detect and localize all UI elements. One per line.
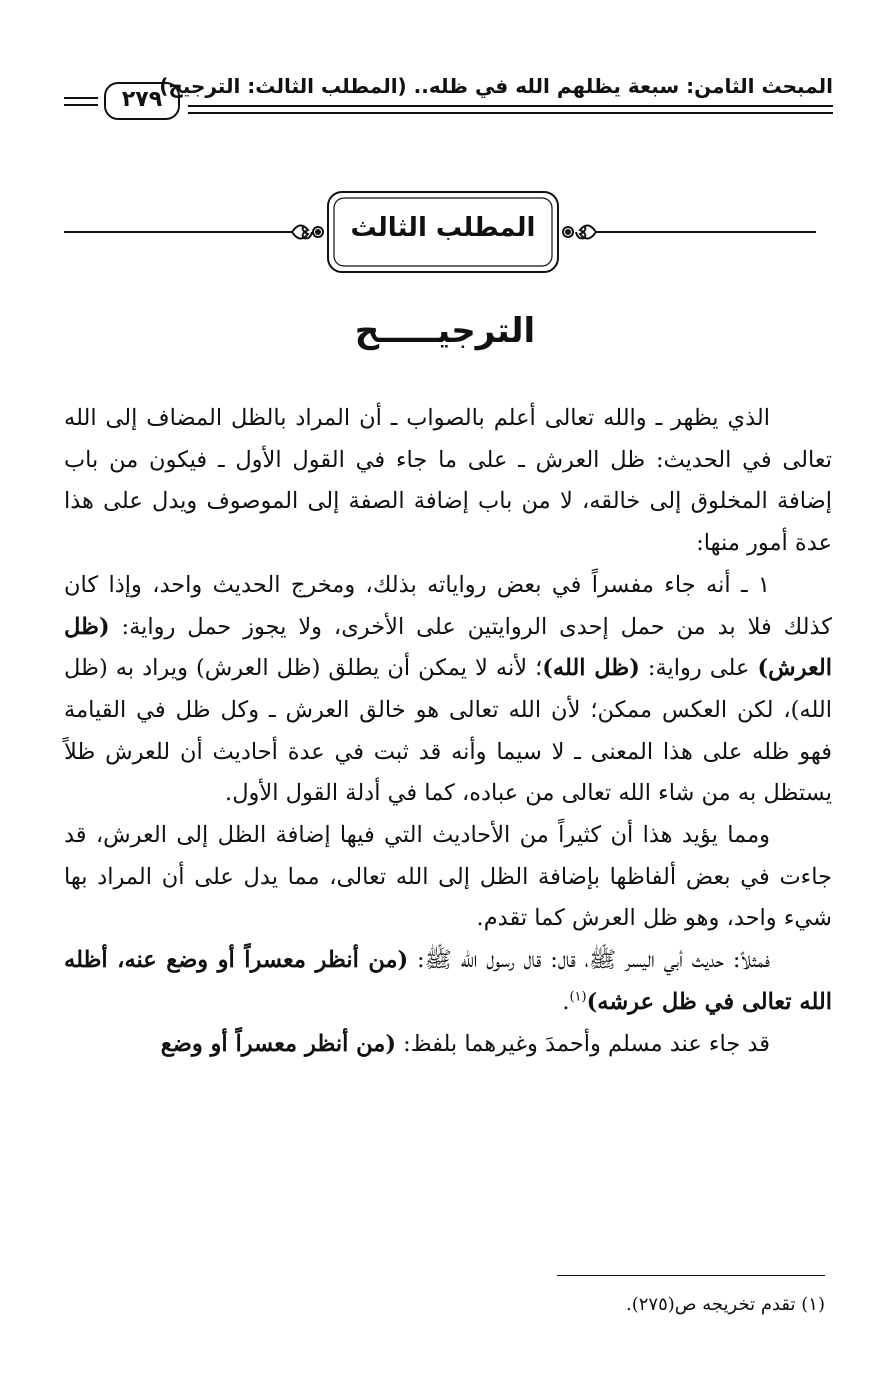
paragraph-2-text-d: ؛ لأنه لا يمكن أن يطلق (ظل العرش) ويراد به (ظل الله)، لكن العكس ممكن؛ لأن الله تعالى هو خالق العرش ـ وكل ظل في القيامة فهو ظله على هذا المعنى ـ لا سيما وأنه قد ثبت في عدة أحاديث أن للعرش ظلاً يستظل به من شاء الله تعالى من عباده، كما في أدلة القول الأول. [64, 655, 832, 807]
paragraph-3: ومما يؤيد هذا أن كثيراً من الأحاديث التي فيها إضافة الظل إلى العرش، قد جاءت في بعض ألفاظها بإضافة الظل إلى الله تعالى، مما يدل على أن المراد بها شيء واحد، وهو ظل العرش كما تقدم. [64, 822, 832, 932]
header-rule [188, 105, 833, 107]
paragraph-4-hadith: (من أنظر معسراً أو وضع عنه، أظله الله تعالى في ظل عرشه) [64, 947, 832, 1015]
page-number: ٢٧٩ [104, 82, 180, 120]
header-rule-double [188, 112, 833, 114]
footnote-1: (١) تقدم تخريجه ص(٢٧٥). [626, 1294, 825, 1315]
page-number-dash [64, 97, 98, 99]
paragraph-2-text-c: على رواية: [639, 655, 758, 682]
paragraph-2-text-a: ١ ـ أنه جاء مفسراً في بعض رواياته بذلك، ومخرج الحديث واحد، وإذا كان كذلك فلا بد من حمل إحدى الروايتين على الأخرى، ولا يجوز حمل رواية: [64, 571, 832, 640]
paragraph-5 [64, 1024, 832, 1066]
page-number-dash-double [64, 104, 98, 106]
footnote-marker[interactable]: (١) [569, 989, 587, 1005]
body-text [64, 398, 832, 1065]
paragraph-5-hadith: (من أنظر معسراً أو وضع [160, 1030, 396, 1057]
running-header-title: المبحث الثامن: سبعة يظلهم الله في ظله.. (المطلب الثالث: الترجيح) [159, 74, 833, 98]
paragraph-4-text-c: . [562, 988, 570, 1015]
section-title: المطلب الثالث [350, 213, 536, 243]
paragraph-2-bold-a: (ظل العرش) [64, 613, 832, 682]
paragraph-2 [64, 565, 832, 815]
section-subtitle: الترجيـــــح [354, 311, 536, 351]
paragraph-5-text-a: قد جاء عند مسلم وأحمدَ وغيرهما بلفظ: [396, 1030, 770, 1057]
footnote-separator [557, 1275, 825, 1276]
paragraph-1: الذي يظهر ـ والله تعالى أعلم بالصواب ـ أن المراد بالظل المضاف إلى الله تعالى في الحديث: ظل العرش ـ على ما جاء في القول الأول ـ فيكون من باب إضافة المخلوق إلى خالقه، لا من باب إضافة الصفة إلى الموصوف ويدل على هذا عدة أمور منها: [64, 405, 832, 557]
paragraph-4-text-a: فمثلاً: حديث أبي اليسر ﷺ، قال: قال رسول الله ﷺ: [408, 947, 770, 974]
paragraph-2-bold-b: (ظل الله) [542, 655, 640, 682]
paragraph-4 [64, 940, 832, 1023]
